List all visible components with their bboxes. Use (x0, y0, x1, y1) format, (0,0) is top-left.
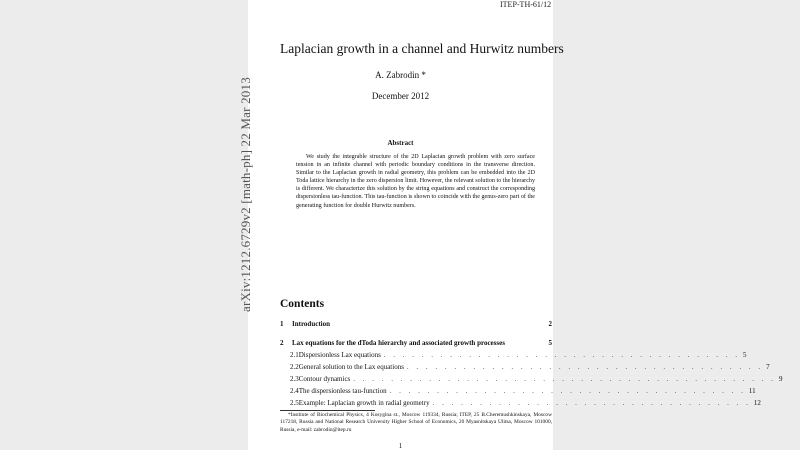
toc-page: 2 (548, 320, 552, 328)
toc-leader: . . . . . . . . . . . . . . . . . . . . . . . . . . . . . . . . . . . . . . . . . . . . . (353, 375, 777, 383)
paper-title: Laplacian growth in a channel and Hurwitz numbers (280, 41, 564, 56)
toc-entry[interactable] (290, 375, 783, 383)
toc-label: The dispersionless tau-function (298, 387, 387, 395)
toc-entry[interactable] (280, 339, 552, 347)
toc-label: Dispersionless Lax equations (298, 351, 381, 359)
arxiv-stamp: arXiv:1212.6729v2 [math-ph] 22 Mar 2013 (238, 77, 253, 312)
paper-date: December 2012 (371, 91, 430, 101)
toc-entry[interactable] (290, 387, 756, 395)
report-number: ITEP-TH-61/12 (500, 0, 552, 9)
footnote: *Institute of Biochemical Physics, 4 Kosygina st., Moscow 119334, Russia; ITEP, 25 B.Cheremushkinskaya, Moscow 117218, Russia and National Research University Higher School of Economics, 20 Myasnitskaya Ulitsa, Moscow 101000, Russia, e-mail: zabrodin@itep.ru (280, 412, 552, 433)
footnote-rule (280, 410, 375, 411)
toc-page: 9 (779, 375, 783, 383)
toc-label: Contour dynamics (298, 375, 351, 383)
page-number: 1 (398, 442, 403, 450)
toc-page: 5 (548, 339, 552, 347)
toc-entry[interactable] (290, 399, 761, 407)
toc-entry[interactable] (290, 363, 770, 371)
toc-page: 11 (748, 387, 756, 395)
toc-number: 2.2 (290, 363, 299, 371)
paper-author: A. Zabrodin * (375, 70, 426, 80)
toc-number: 1 (280, 320, 284, 328)
toc-label: General solution to the Lax equations (298, 363, 404, 371)
toc-number: 2.3 (290, 375, 299, 383)
contents-heading: Contents (280, 298, 325, 310)
toc-page: 7 (766, 363, 770, 371)
toc-leader: . . . . . . . . . . . . . . . . . . . . . . . . . . . . . . . . . . (432, 399, 751, 407)
toc-leader: . . . . . . . . . . . . . . . . . . . . . . . . . . . . . . . . . . . . . . (406, 363, 764, 371)
toc-leader: . . . . . . . . . . . . . . . . . . . . . . . . . . . . . . . . . . . . . . (389, 387, 746, 395)
toc-number: 2 (280, 339, 284, 347)
toc-page: 5 (743, 351, 747, 359)
abstract-text: We study the integrable structure of the 2D Laplacian growth problem with zero surface tension in an infinite channel with periodic boundary conditions in the transverse direction. Similar to the Laplacian growth in radial geometry, this problem can be embedded into the 2D Toda lattice hierarchy in the zero dispersion limit. However, the relevant solution to the hierarchy is different. We characterize this solution by the string equations and construct the corresponding dispersionless tau-function. This tau-function is shown to coincide with the genus-zero part of the generating function for double Hurwitz numbers. (296, 154, 535, 209)
toc-label: Introduction (292, 320, 330, 328)
toc-entry[interactable] (290, 351, 747, 359)
toc-page: 12 (753, 399, 761, 407)
toc-label: Lax equations for the dToda hierarchy and associated growth processes (292, 339, 505, 347)
abstract-heading: Abstract (387, 139, 414, 147)
toc-leader: . . . . . . . . . . . . . . . . . . . . . . . . . . . . . . . . . . . . . . (383, 351, 741, 359)
toc-label: Example: Laplacian growth in radial geometry (298, 399, 430, 407)
toc-number: 2.1 (290, 351, 299, 359)
toc-entry[interactable] (280, 320, 552, 328)
toc-number: 2.4 (290, 387, 299, 395)
toc-number: 2.5 (290, 399, 299, 407)
